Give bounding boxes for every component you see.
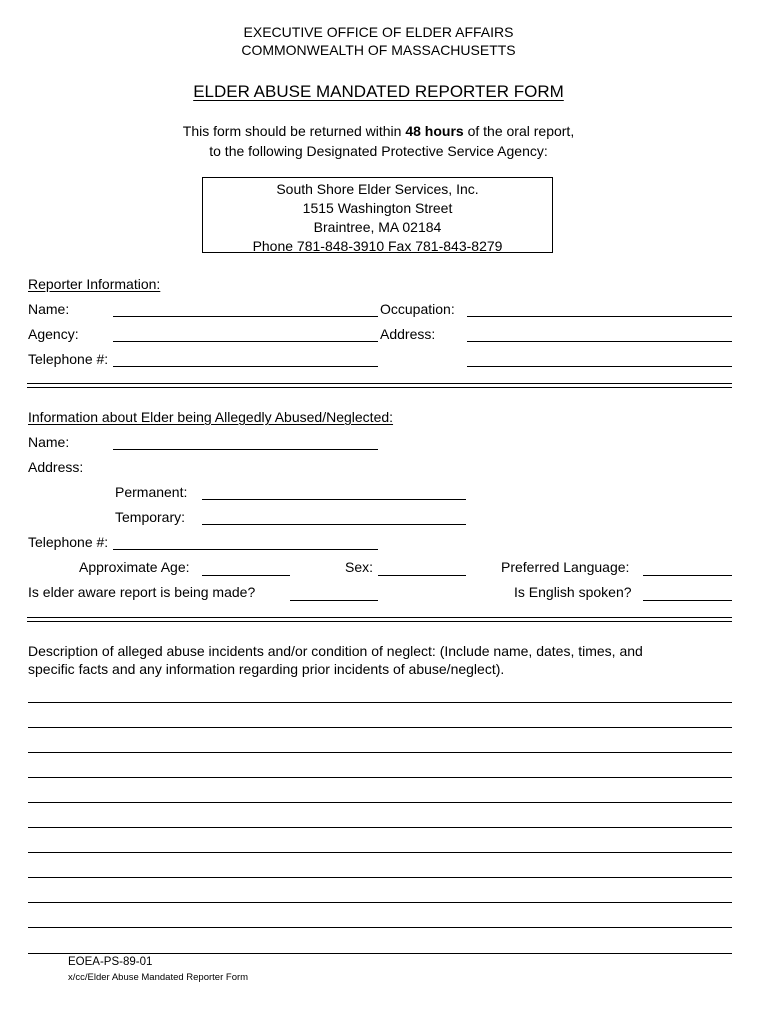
agency-header-line-2: COMMONWEALTH OF MASSACHUSETTS (241, 42, 516, 58)
reporter-agency-field[interactable] (113, 341, 378, 342)
description-line[interactable] (28, 727, 732, 728)
elder-telephone-label: Telephone #: (28, 534, 109, 550)
elder-age-label: Approximate Age: (79, 559, 190, 575)
reporter-section-title: Reporter Information: (28, 276, 161, 292)
agency-address-box (202, 177, 553, 253)
description-line[interactable] (28, 777, 732, 778)
reporter-name-label: Name: (28, 301, 70, 317)
reporter-address-field[interactable] (467, 341, 732, 342)
elder-aware-label: Is elder aware report is being made? (28, 584, 256, 600)
agency-street: 1515 Washington Street (302, 200, 453, 216)
description-line[interactable] (28, 852, 732, 853)
agency-city: Braintree, MA 02184 (313, 219, 442, 235)
description-line[interactable] (28, 927, 732, 928)
description-line[interactable] (28, 877, 732, 878)
reporter-telephone-label: Telephone #: (28, 351, 109, 367)
elder-age-field[interactable] (202, 575, 290, 576)
form-title: ELDER ABUSE MANDATED REPORTER FORM (193, 82, 564, 101)
deadline-emphasis: 48 hours (405, 123, 464, 139)
form-code: EOEA-PS-89-01 (68, 956, 153, 968)
reporter-agency-label: Agency: (28, 326, 79, 342)
agency-phone-fax: Phone 781-848-3910 Fax 781-843-8279 (252, 238, 503, 254)
description-instructions-line-2: specific facts and any information regarding prior incidents of abuse/neglect). (28, 661, 505, 677)
elder-section-title: Information about Elder being Allegedly Abused/Neglected: (28, 409, 394, 425)
instructions-line-2: to the following Designated Protective Service Agency: (209, 143, 548, 159)
reporter-name-field[interactable] (113, 316, 378, 317)
elder-name-label: Name: (28, 434, 70, 450)
elder-permanent-label: Permanent: (115, 484, 188, 500)
reporter-occupation-label: Occupation: (380, 301, 455, 317)
agency-name: South Shore Elder Services, Inc. (276, 181, 479, 197)
description-line[interactable] (28, 953, 732, 954)
elder-sex-field[interactable] (378, 575, 466, 576)
english-spoken-field[interactable] (643, 600, 732, 601)
description-line[interactable] (28, 752, 732, 753)
reporter-address-label: Address: (380, 326, 436, 342)
description-line[interactable] (28, 827, 732, 828)
agency-header-line-1: EXECUTIVE OFFICE OF ELDER AFFAIRS (243, 24, 514, 40)
reporter-telephone-field[interactable] (113, 366, 378, 367)
elder-address-label: Address: (28, 459, 84, 475)
file-path: x/cc/Elder Abuse Mandated Reporter Form (68, 972, 249, 983)
elder-permanent-address-field[interactable] (202, 499, 466, 500)
elder-name-field[interactable] (113, 449, 378, 450)
elder-sex-label: Sex: (345, 559, 374, 575)
description-line[interactable] (28, 802, 732, 803)
reporter-address-line-2-field[interactable] (467, 366, 732, 367)
elder-language-label: Preferred Language: (501, 559, 630, 575)
description-instructions-line-1: Description of alleged abuse incidents and/or condition of neglect: (Include name, dates, times, and (28, 643, 643, 659)
section-divider (27, 383, 732, 388)
elder-telephone-field[interactable] (113, 549, 378, 550)
description-line[interactable] (28, 902, 732, 903)
elder-aware-field[interactable] (290, 600, 378, 601)
elder-language-field[interactable] (643, 575, 732, 576)
instructions-line-1: This form should be returned within 48 hours of the oral report, (182, 123, 575, 139)
reporter-occupation-field[interactable] (467, 316, 732, 317)
elder-temporary-label: Temporary: (115, 509, 186, 525)
english-spoken-label: Is English spoken? (514, 584, 632, 600)
description-line[interactable] (28, 702, 732, 703)
section-divider-2 (27, 617, 732, 622)
elder-temporary-address-field[interactable] (202, 524, 466, 525)
